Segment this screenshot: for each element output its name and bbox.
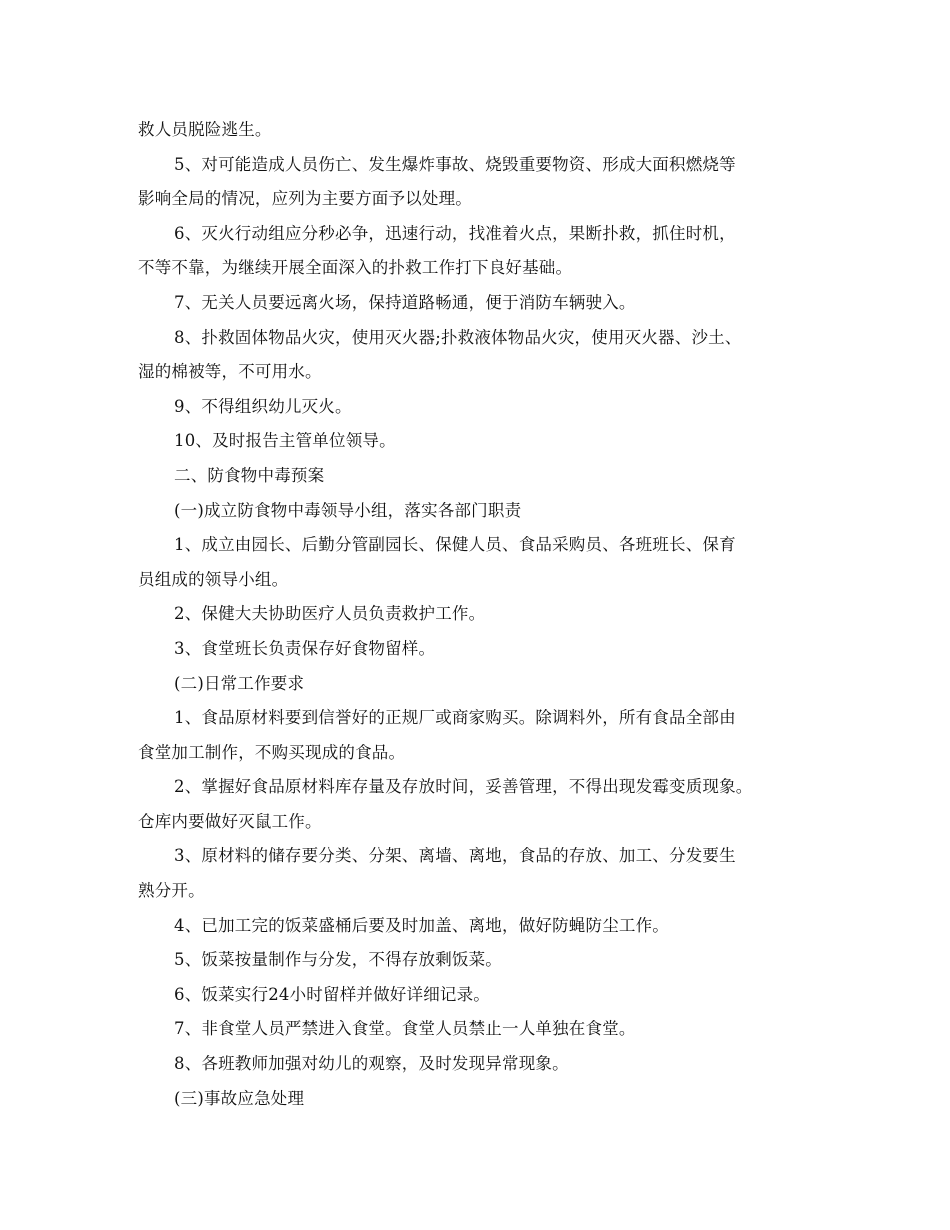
text-line: 7、无关人员要远离火场，保持道路畅通，便于消防车辆驶入。 [174,292,636,312]
text-line: 3、原材料的储存要分类、分架、离墙、离地，食品的存放、加工、分发要生 [174,846,736,866]
text-line: 10、及时报告主管单位领导。 [174,431,396,451]
text-line: 8、各班教师加强对幼儿的观察，及时发现异常现象。 [174,1054,569,1074]
text-line: 6、饭菜实行24小时留样并做好详细记录。 [174,984,490,1004]
text-line: 1、食品原材料要到信誉好的正规厂或商家购买。除调料外，所有食品全部由 [174,708,736,728]
text-line: 8、扑救固体物品火灾，使用灭火器;扑救液体物品火灾，使用灭火器、沙土、 [174,327,742,347]
text-line: 5、饭菜按量制作与分发，不得存放剩饭菜。 [174,950,502,970]
text-line: (一)成立防食物中毒领导小组，落实各部门职责 [174,500,522,520]
text-line: 不等不靠，为继续开展全面深入的扑救工作打下良好基础。 [138,258,573,278]
text-line: 救人员脱险逃生。 [138,120,272,139]
text-line: 熟分开。 [138,881,205,901]
text-line: 1、成立由园长、后勤分管副园长、保健人员、食品采购员、各班班长、保育 [174,535,736,555]
text-line: 湿的棉被等，不可用水。 [138,362,322,382]
text-line: (三)事故应急处理 [174,1088,305,1108]
text-line: 影响全局的情况，应列为主要方面予以处理。 [138,189,472,209]
text-line: 2、保健大夫协助医疗人员负责救护工作。 [174,604,486,624]
text-line: 2、掌握好食品原材料库存量及存放时间，妥善管理，不得出现发霉变质现象。 [174,777,753,797]
text-line: 5、对可能造成人员伤亡、发生爆炸事故、烧毁重要物资、形成大面积燃烧等 [174,154,736,174]
document-body [138,113,818,1116]
text-line: 3、食堂班长负责保存好食物留样。 [174,638,436,658]
text-line: 食堂加工制作，不购买现成的食品。 [138,742,406,762]
text-line: 9、不得组织幼儿灭火。 [174,396,352,416]
text-line: (二)日常工作要求 [174,673,305,693]
text-line: 员组成的领导小组。 [138,569,289,589]
text-line: 仓库内要做好灭鼠工作。 [138,811,322,831]
text-line: 7、非食堂人员严禁进入食堂。食堂人员禁止一人单独在食堂。 [174,1019,636,1039]
text-line: 4、已加工完的饭菜盛桶后要及时加盖、离地，做好防蝇防尘工作。 [174,915,669,935]
text-line: 6、灭火行动组应分秒必争，迅速行动，找准着火点，果断扑救，抓住时机， [174,223,736,243]
text-line: 二、防食物中毒预案 [174,465,325,485]
